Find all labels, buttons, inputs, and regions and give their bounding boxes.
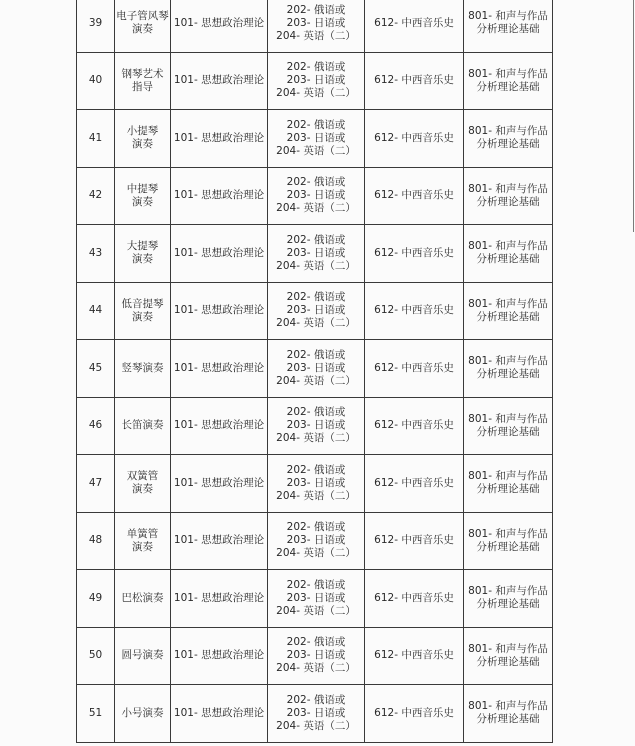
major-name-line: 单簧管 [126, 527, 159, 540]
major-name-line: 大提琴 [126, 240, 159, 253]
foreign-language-line: 204- 英语（二） [276, 202, 356, 215]
major-name-line: 演奏 [132, 253, 153, 266]
foreign-language-cell [268, 0, 365, 52]
harmony-analysis-line: 801- 和声与作品 [468, 67, 548, 80]
foreign-language-line: 203- 日语或 [286, 476, 346, 489]
harmony-analysis-line: 分析理论基础 [476, 540, 540, 553]
table-row [77, 685, 553, 743]
page-edge-line [633, 0, 634, 232]
politics-subject-text: 101- 思想政治理论 [173, 534, 265, 547]
harmony-analysis-cell [464, 570, 553, 628]
politics-subject-cell [171, 110, 268, 168]
major-name-line: 中提琴 [126, 182, 159, 195]
music-history-cell [365, 397, 464, 455]
music-history-text: 612- 中西音乐史 [374, 246, 454, 259]
politics-subject-text: 101- 思想政治理论 [173, 131, 265, 144]
harmony-analysis-line: 分析理论基础 [476, 195, 540, 208]
foreign-language-line: 204- 英语（二） [276, 317, 356, 330]
harmony-analysis-line: 801- 和声与作品 [468, 10, 548, 23]
major-name-cell [115, 225, 171, 283]
harmony-analysis-cell [464, 340, 553, 398]
row-number-text: 44 [88, 304, 103, 317]
harmony-analysis-line: 分析理论基础 [476, 368, 540, 381]
harmony-analysis-cell [464, 397, 553, 455]
row-number-cell [77, 627, 115, 685]
major-name-line: 双簧管 [126, 470, 159, 483]
politics-subject-text: 101- 思想政治理论 [173, 419, 265, 432]
major-name-line: 演奏 [132, 540, 153, 553]
foreign-language-line: 202- 俄语或 [286, 463, 346, 476]
foreign-language-cell [268, 110, 365, 168]
foreign-language-line: 202- 俄语或 [286, 61, 346, 74]
politics-subject-text: 101- 思想政治理论 [173, 74, 265, 87]
major-name-line: 演奏 [132, 195, 153, 208]
harmony-analysis-cell [464, 627, 553, 685]
harmony-analysis-cell [464, 110, 553, 168]
harmony-analysis-cell [464, 167, 553, 225]
politics-subject-cell [171, 52, 268, 110]
politics-subject-text: 101- 思想政治理论 [173, 476, 265, 489]
row-number-cell [77, 225, 115, 283]
harmony-analysis-line: 801- 和声与作品 [468, 585, 548, 598]
harmony-analysis-line: 分析理论基础 [476, 425, 540, 438]
foreign-language-line: 204- 英语（二） [276, 604, 356, 617]
harmony-analysis-cell [464, 282, 553, 340]
foreign-language-line: 202- 俄语或 [286, 693, 346, 706]
music-history-cell [365, 110, 464, 168]
music-history-cell [365, 52, 464, 110]
table-row [77, 110, 553, 168]
music-history-cell [365, 225, 464, 283]
table-row [77, 282, 553, 340]
table-row [77, 167, 553, 225]
harmony-analysis-line: 分析理论基础 [476, 23, 540, 36]
table-row [77, 397, 553, 455]
row-number-cell [77, 0, 115, 52]
row-number-cell [77, 570, 115, 628]
music-history-cell [365, 0, 464, 52]
foreign-language-line: 203- 日语或 [286, 361, 346, 374]
row-number-cell [77, 455, 115, 513]
music-history-cell [365, 167, 464, 225]
major-name-line: 电子管风琴 [116, 10, 169, 23]
foreign-language-cell [268, 225, 365, 283]
foreign-language-line: 202- 俄语或 [286, 578, 346, 591]
foreign-language-line: 203- 日语或 [286, 304, 346, 317]
foreign-language-line: 204- 英语（二） [276, 374, 356, 387]
major-name-line: 竖琴演奏 [121, 361, 164, 374]
major-name-cell [115, 512, 171, 570]
harmony-analysis-line: 801- 和声与作品 [468, 412, 548, 425]
music-history-text: 612- 中西音乐史 [374, 534, 454, 547]
foreign-language-line: 204- 英语（二） [276, 662, 356, 675]
major-name-cell [115, 167, 171, 225]
foreign-language-line: 202- 俄语或 [286, 291, 346, 304]
row-number-text: 42 [88, 189, 103, 202]
politics-subject-text: 101- 思想政治理论 [173, 189, 265, 202]
row-number-cell [77, 52, 115, 110]
table-row [77, 570, 553, 628]
foreign-language-line: 204- 英语（二） [276, 432, 356, 445]
harmony-analysis-line: 801- 和声与作品 [468, 355, 548, 368]
politics-subject-cell [171, 455, 268, 513]
harmony-analysis-cell [464, 455, 553, 513]
table-row [77, 52, 553, 110]
harmony-analysis-line: 801- 和声与作品 [468, 297, 548, 310]
politics-subject-cell [171, 685, 268, 743]
foreign-language-line: 203- 日语或 [286, 74, 346, 87]
row-number-text: 48 [88, 534, 103, 547]
politics-subject-cell [171, 627, 268, 685]
music-history-cell [365, 455, 464, 513]
music-history-text: 612- 中西音乐史 [374, 74, 454, 87]
major-name-line: 小提琴 [126, 125, 159, 138]
row-number-text: 39 [88, 16, 103, 29]
foreign-language-line: 204- 英语（二） [276, 489, 356, 502]
music-history-cell [365, 340, 464, 398]
music-history-cell [365, 570, 464, 628]
foreign-language-cell [268, 282, 365, 340]
foreign-language-line: 204- 英语（二） [276, 29, 356, 42]
politics-subject-text: 101- 思想政治理论 [173, 246, 265, 259]
music-history-text: 612- 中西音乐史 [374, 131, 454, 144]
foreign-language-line: 203- 日语或 [286, 706, 346, 719]
row-number-text: 49 [88, 591, 103, 604]
harmony-analysis-cell [464, 685, 553, 743]
music-history-text: 612- 中西音乐史 [374, 361, 454, 374]
foreign-language-cell [268, 512, 365, 570]
foreign-language-line: 202- 俄语或 [286, 521, 346, 534]
politics-subject-cell [171, 167, 268, 225]
major-name-cell [115, 685, 171, 743]
foreign-language-cell [268, 52, 365, 110]
music-history-cell [365, 512, 464, 570]
major-name-line: 小号演奏 [121, 706, 164, 719]
harmony-analysis-line: 801- 和声与作品 [468, 700, 548, 713]
row-number-cell [77, 397, 115, 455]
row-number-text: 41 [88, 131, 103, 144]
major-name-line: 指导 [132, 80, 153, 93]
politics-subject-text: 101- 思想政治理论 [173, 591, 265, 604]
harmony-analysis-line: 801- 和声与作品 [468, 240, 548, 253]
harmony-analysis-line: 分析理论基础 [476, 138, 540, 151]
foreign-language-line: 203- 日语或 [286, 649, 346, 662]
foreign-language-line: 202- 俄语或 [286, 348, 346, 361]
foreign-language-line: 202- 俄语或 [286, 233, 346, 246]
politics-subject-cell [171, 512, 268, 570]
major-name-cell [115, 110, 171, 168]
foreign-language-line: 203- 日语或 [286, 189, 346, 202]
foreign-language-line: 204- 英语（二） [276, 87, 356, 100]
music-history-text: 612- 中西音乐史 [374, 591, 454, 604]
harmony-analysis-line: 分析理论基础 [476, 483, 540, 496]
harmony-analysis-line: 分析理论基础 [476, 713, 540, 726]
row-number-cell [77, 340, 115, 398]
foreign-language-line: 204- 英语（二） [276, 547, 356, 560]
harmony-analysis-cell [464, 225, 553, 283]
harmony-analysis-line: 分析理论基础 [476, 655, 540, 668]
table-row [77, 225, 553, 283]
major-name-line: 钢琴艺术 [121, 67, 164, 80]
row-number-cell [77, 512, 115, 570]
politics-subject-text: 101- 思想政治理论 [173, 16, 265, 29]
politics-subject-text: 101- 思想政治理论 [173, 706, 265, 719]
table-row [77, 627, 553, 685]
music-history-text: 612- 中西音乐史 [374, 706, 454, 719]
foreign-language-line: 204- 英语（二） [276, 144, 356, 157]
foreign-language-cell [268, 340, 365, 398]
major-name-cell [115, 570, 171, 628]
harmony-analysis-line: 801- 和声与作品 [468, 470, 548, 483]
major-name-line: 演奏 [132, 138, 153, 151]
foreign-language-line: 203- 日语或 [286, 131, 346, 144]
harmony-analysis-line: 801- 和声与作品 [468, 642, 548, 655]
politics-subject-cell [171, 225, 268, 283]
row-number-text: 40 [88, 74, 103, 87]
row-number-cell [77, 167, 115, 225]
table-row [77, 455, 553, 513]
politics-subject-text: 101- 思想政治理论 [173, 649, 265, 662]
music-history-cell [365, 685, 464, 743]
music-history-text: 612- 中西音乐史 [374, 649, 454, 662]
foreign-language-line: 203- 日语或 [286, 246, 346, 259]
music-history-text: 612- 中西音乐史 [374, 304, 454, 317]
politics-subject-cell [171, 397, 268, 455]
foreign-language-cell [268, 397, 365, 455]
row-number-text: 47 [88, 476, 103, 489]
foreign-language-line: 204- 英语（二） [276, 259, 356, 272]
foreign-language-cell [268, 685, 365, 743]
foreign-language-line: 203- 日语或 [286, 16, 346, 29]
major-name-line: 演奏 [132, 310, 153, 323]
row-number-text: 50 [88, 649, 103, 662]
major-name-line: 演奏 [132, 483, 153, 496]
politics-subject-cell [171, 0, 268, 52]
foreign-language-cell [268, 455, 365, 513]
politics-subject-text: 101- 思想政治理论 [173, 361, 265, 374]
politics-subject-text: 101- 思想政治理论 [173, 304, 265, 317]
foreign-language-line: 203- 日语或 [286, 591, 346, 604]
politics-subject-cell [171, 570, 268, 628]
music-history-cell [365, 282, 464, 340]
foreign-language-line: 203- 日语或 [286, 419, 346, 432]
harmony-analysis-line: 分析理论基础 [476, 80, 540, 93]
foreign-language-line: 202- 俄语或 [286, 3, 346, 16]
major-name-cell [115, 627, 171, 685]
table-row [77, 512, 553, 570]
row-number-cell [77, 685, 115, 743]
foreign-language-cell [268, 570, 365, 628]
foreign-language-line: 202- 俄语或 [286, 636, 346, 649]
music-history-cell [365, 627, 464, 685]
major-name-cell [115, 52, 171, 110]
major-name-line: 巴松演奏 [121, 591, 164, 604]
harmony-analysis-cell [464, 52, 553, 110]
harmony-analysis-line: 801- 和声与作品 [468, 182, 548, 195]
foreign-language-cell [268, 627, 365, 685]
major-name-cell [115, 397, 171, 455]
major-name-line: 低音提琴 [121, 297, 164, 310]
foreign-language-line: 202- 俄语或 [286, 176, 346, 189]
foreign-language-cell [268, 167, 365, 225]
harmony-analysis-line: 分析理论基础 [476, 310, 540, 323]
table-body [77, 0, 553, 742]
major-name-line: 演奏 [132, 23, 153, 36]
harmony-analysis-cell [464, 512, 553, 570]
major-name-line: 长笛演奏 [121, 419, 164, 432]
row-number-cell [77, 282, 115, 340]
foreign-language-line: 202- 俄语或 [286, 118, 346, 131]
harmony-analysis-line: 801- 和声与作品 [468, 527, 548, 540]
foreign-language-line: 202- 俄语或 [286, 406, 346, 419]
major-name-cell [115, 282, 171, 340]
foreign-language-line: 204- 英语（二） [276, 719, 356, 732]
harmony-analysis-line: 801- 和声与作品 [468, 125, 548, 138]
harmony-analysis-line: 分析理论基础 [476, 253, 540, 266]
harmony-analysis-cell [464, 0, 553, 52]
major-name-cell [115, 340, 171, 398]
row-number-text: 46 [88, 419, 103, 432]
row-number-text: 43 [88, 246, 103, 259]
music-history-text: 612- 中西音乐史 [374, 189, 454, 202]
music-history-text: 612- 中西音乐史 [374, 16, 454, 29]
foreign-language-line: 203- 日语或 [286, 534, 346, 547]
major-name-line: 圆号演奏 [121, 649, 164, 662]
row-number-cell [77, 110, 115, 168]
music-history-text: 612- 中西音乐史 [374, 476, 454, 489]
major-name-cell [115, 455, 171, 513]
politics-subject-cell [171, 282, 268, 340]
table-row [77, 0, 553, 52]
table-row [77, 340, 553, 398]
music-history-text: 612- 中西音乐史 [374, 419, 454, 432]
exam-subjects-table [76, 0, 553, 743]
politics-subject-cell [171, 340, 268, 398]
harmony-analysis-line: 分析理论基础 [476, 598, 540, 611]
row-number-text: 45 [88, 361, 103, 374]
major-name-cell [115, 0, 171, 52]
row-number-text: 51 [88, 706, 103, 719]
